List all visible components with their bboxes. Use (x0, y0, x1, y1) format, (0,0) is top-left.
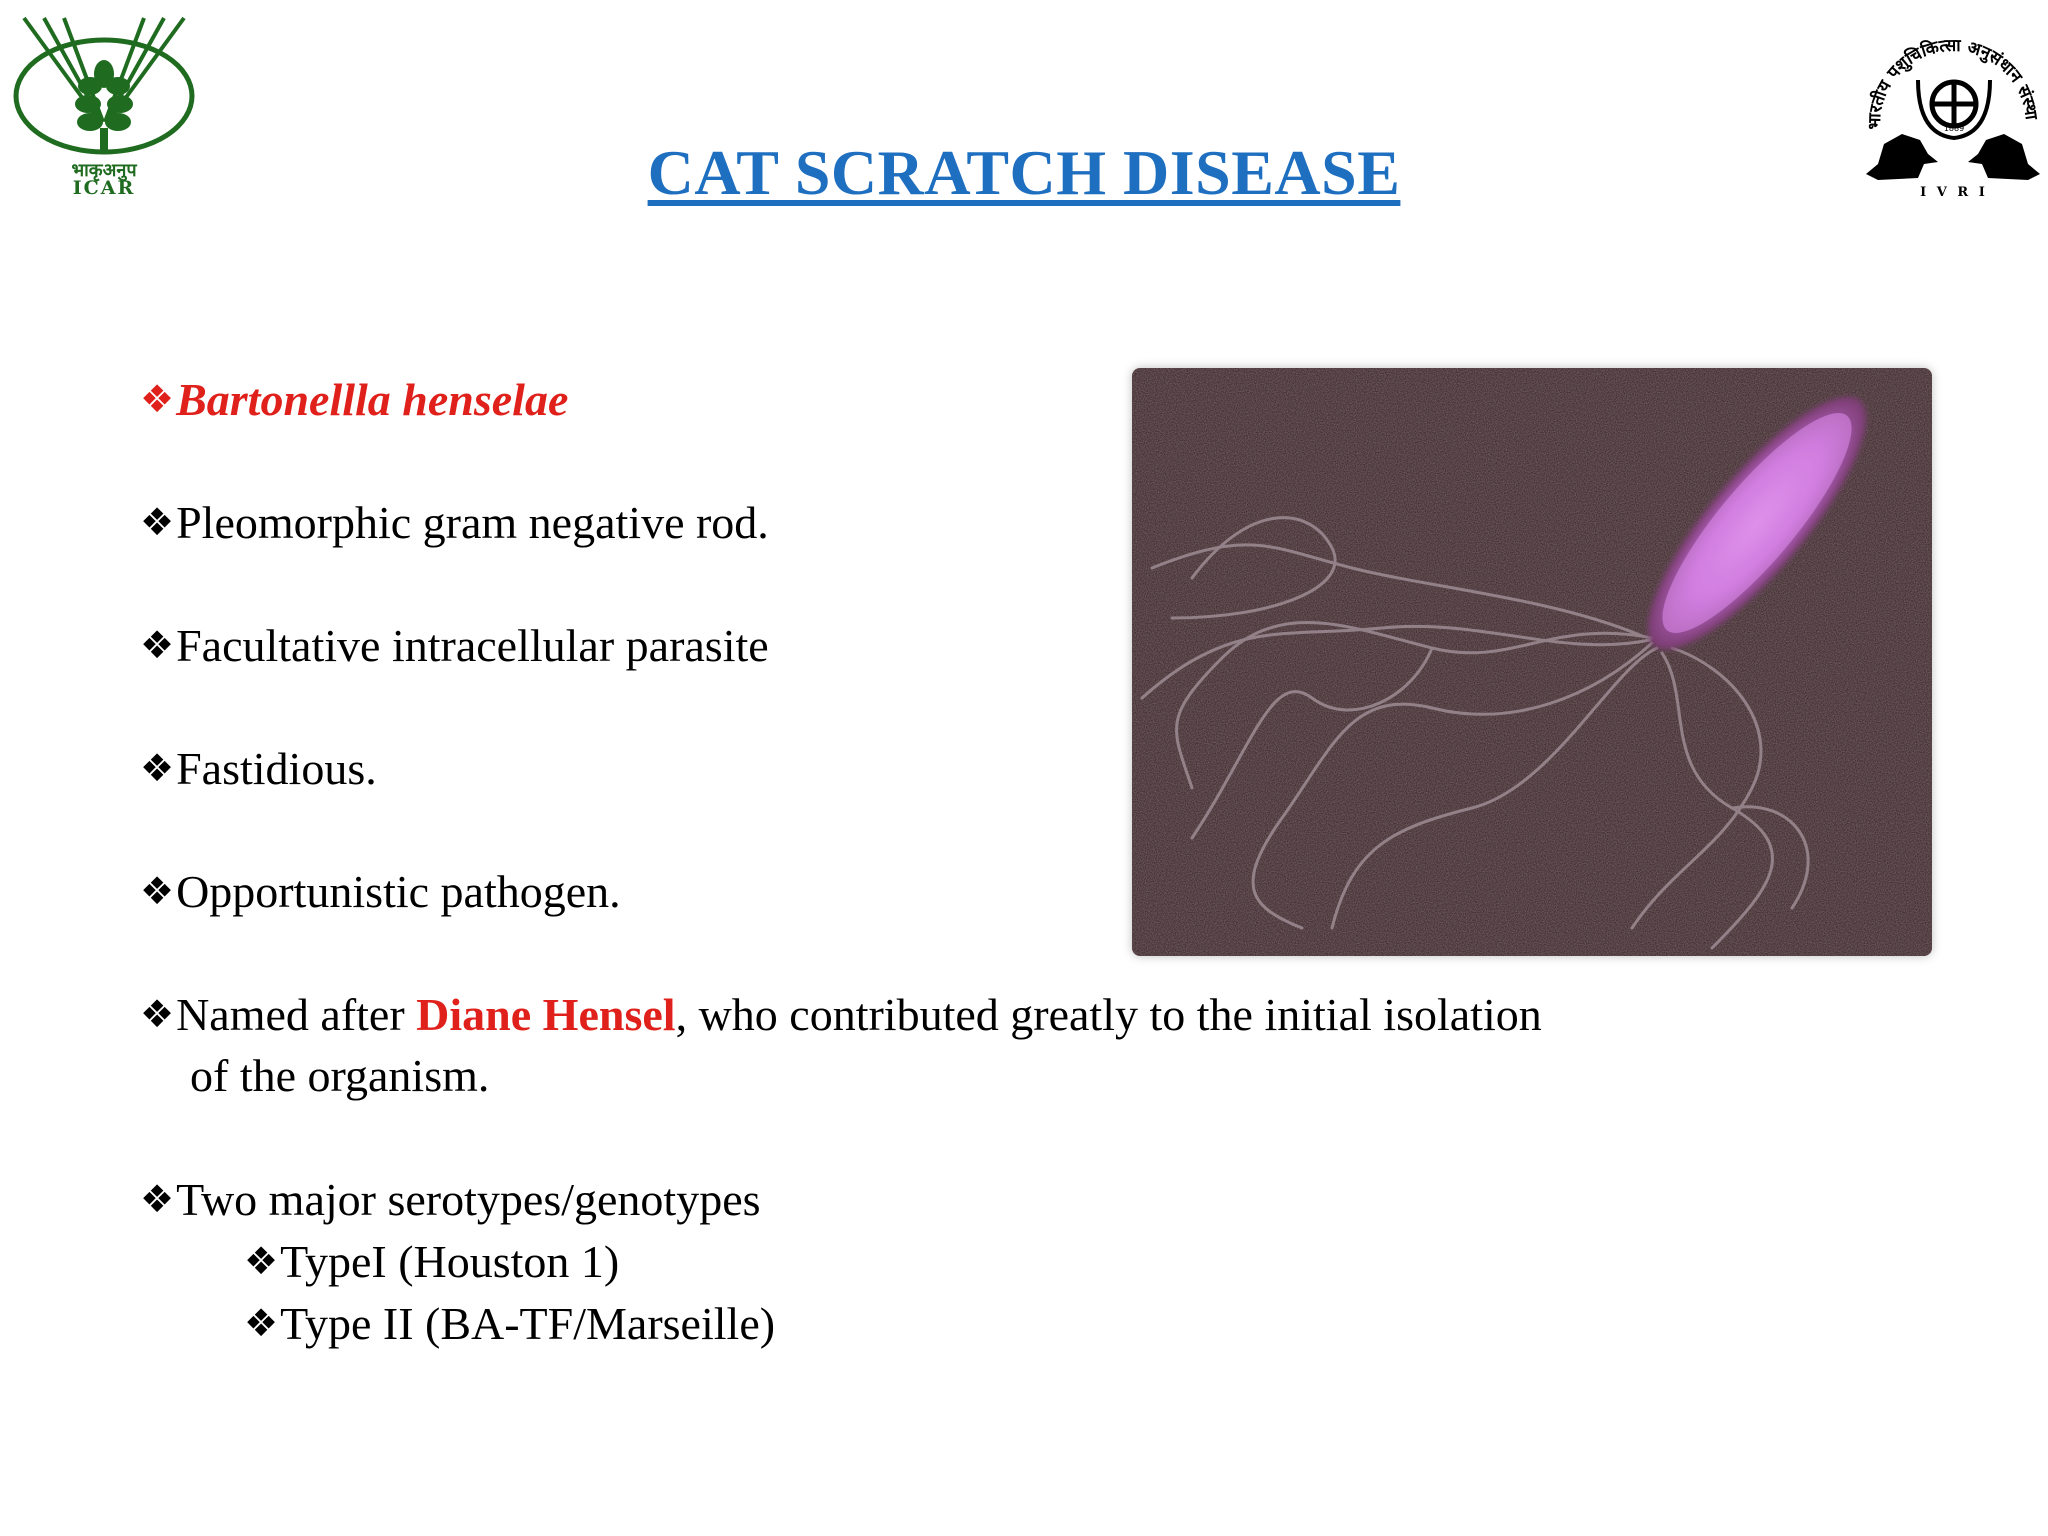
bullet-diamond-icon: ❖ (140, 1177, 175, 1221)
bullet-diamond-icon: ❖ (140, 869, 175, 913)
bullet-text: Pleomorphic gram negative rod. (176, 497, 769, 548)
slide-title: CAT SCRATCH DISEASE (647, 137, 1401, 208)
bullet-text: Facultative intracellular parasite (176, 620, 769, 671)
bullet-diamond-icon: ❖ (244, 1301, 279, 1345)
svg-text:I V R I: I V R I (1920, 185, 1988, 200)
svg-text:1889: 1889 (1943, 124, 1965, 133)
bullet-item-serotypes (140, 1168, 761, 1231)
bullet-diamond-icon: ❖ (140, 746, 175, 790)
bullet-diamond-icon: ❖ (244, 1239, 279, 1283)
svg-text:भाकृअनुप: भाकृअनुप (71, 160, 137, 181)
bullet-item (140, 614, 769, 677)
bullet-continuation: of the organism. (190, 1050, 490, 1101)
svg-text:भारतीय पशुचिकित्सा अनुसंधान सं: भारतीय पशुचिकित्सा अनुसंधान संस्था (1864, 35, 2042, 130)
bullet-diamond-icon: ❖ (140, 377, 175, 421)
bullet-diamond-icon: ❖ (140, 500, 175, 544)
bullet-item-named-after (140, 983, 1542, 1046)
bacterium-icon (1132, 368, 1932, 956)
bullet-text: Two major serotypes/genotypes (176, 1174, 761, 1225)
bullet-diamond-icon: ❖ (140, 992, 175, 1036)
sub-bullet-text: TypeI (Houston 1) (280, 1236, 620, 1287)
bullet-item (140, 491, 769, 554)
sub-bullet-text: Type II (BA-TF/Marseille) (280, 1298, 776, 1349)
bullet-text: , who contributed greatly to the initial isolation (675, 989, 1542, 1040)
sub-bullet-item (244, 1292, 775, 1355)
bullet-item (140, 860, 621, 923)
bullet-organism (140, 368, 568, 431)
bullet-text: Named after (176, 989, 417, 1040)
bullet-item (140, 737, 377, 800)
bullet-diamond-icon: ❖ (140, 623, 175, 667)
sub-bullet-item (244, 1230, 619, 1293)
bullet-text: Fastidious. (176, 743, 377, 794)
organism-name: Bartonellla henselae (176, 374, 569, 425)
bacterium-micrograph-image (1132, 368, 1932, 956)
highlight-name: Diane Hensel (416, 989, 676, 1040)
svg-text:ICAR: ICAR (72, 177, 136, 199)
bullet-text: Opportunistic pathogen. (176, 866, 621, 917)
